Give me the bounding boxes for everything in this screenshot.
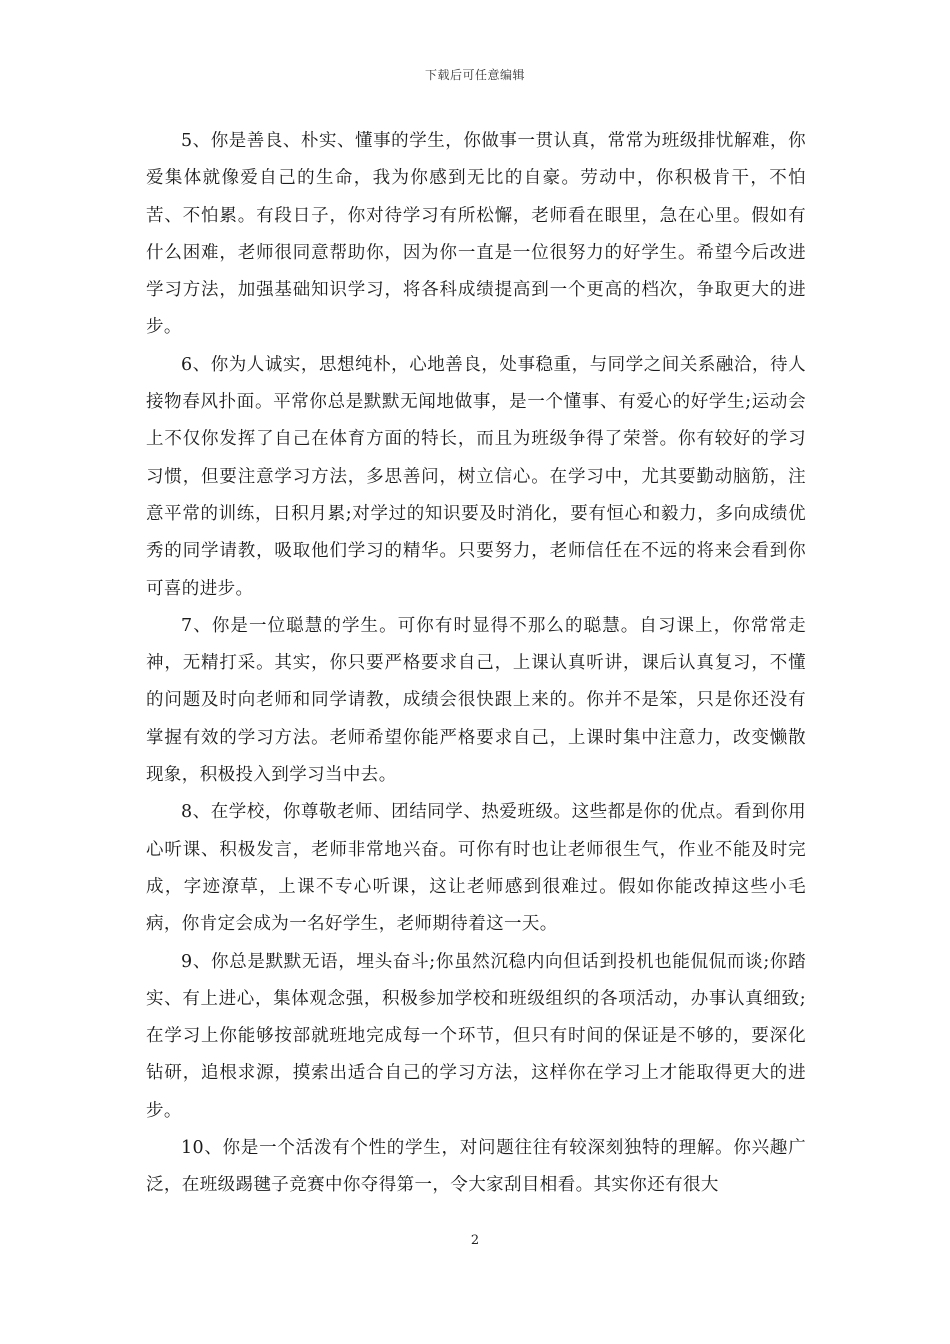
paragraph-5: 5、你是善良、朴实、懂事的学生，你做事一贯认真，常常为班级排忧解难，你爱集体就像爱自己的生命，我为你感到无比的自豪。劳动中，你积极肯干，不怕苦、不怕累。有段日子，你对待学习有所松懈，老师看在眼里，急在心里。假如有什么困难，老师很同意帮助你，因为你一直是一位很努力的好学生。希望今后改进学习方法，加强基础知识学习，将各科成绩提高到一个更高的档次，争取更大的进步。 [146, 131, 806, 338]
page-header: 下载后可任意编辑 [424, 68, 525, 82]
page-number: 2 [470, 1233, 480, 1248]
paragraph-6: 6、你为人诚实，思想纯朴，心地善良，处事稳重，与同学之间关系融洽，待人接物春风扑面。平常你总是默默无闻地做事，是一个懂事、有爱心的好学生;运动会上不仅你发挥了自己在体育方面的特长，而且为班级争得了荣誉。你有较好的学习习惯，但要注意学习方法，多思善问，树立信心。在学习中，尤其要勤动脑筋，注意平常的训练，日积月累;对学过的知识要及时消化，要有恒心和毅力，多向成绩优秀的同学请教，吸取他们学习的精华。只要努力，老师信任在不远的将来会看到你可喜的进步。 [146, 354, 806, 599]
paragraph-8: 8、在学校，你尊敬老师、团结同学、热爱班级。这些都是你的优点。看到你用心听课、积极发言，老师非常地兴奋。可你有时也让老师很生气，作业不能及时完成，字迹潦草，上课不专心听课，这让老师感到很难过。假如你能改掉这些小毛病，你肯定会成为一名好学生，老师期待着这一天。 [146, 802, 806, 935]
paragraph-9: 9、你总是默默无语，埋头奋斗;你虽然沉稳内向但话到投机也能侃侃而谈;你踏实、有上进心，集体观念强，积极参加学校和班级组织的各项活动，办事认真细致;在学习上你能够按部就班地完成每一个环节，但只有时间的保证是不够的，要深化钻研，追根求源，摸索出适合自己的学习方法，这样你在学习上才能取得更大的进步。 [146, 951, 806, 1121]
paragraph-10: 10、你是一个活泼有个性的学生，对问题往往有较深刻独特的理解。你兴趣广泛，在班级踢毽子竞赛中你夺得第一，令大家刮目相看。其实你还有很大 [146, 1138, 806, 1196]
paragraph-7: 7、你是一位聪慧的学生。可你有时显得不那么的聪慧。自习课上，你常常走神，无精打采。其实，你只要严格要求自己，上课认真听讲，课后认真复习，不懂的问题及时向老师和同学请教，成绩会很快跟上来的。你并不是笨，只是你还没有掌握有效的学习方法。老师希望你能严格要求自己，上课时集中注意力，改变懒散现象，积极投入到学习当中去。 [146, 615, 806, 786]
document-body [146, 123, 806, 1205]
